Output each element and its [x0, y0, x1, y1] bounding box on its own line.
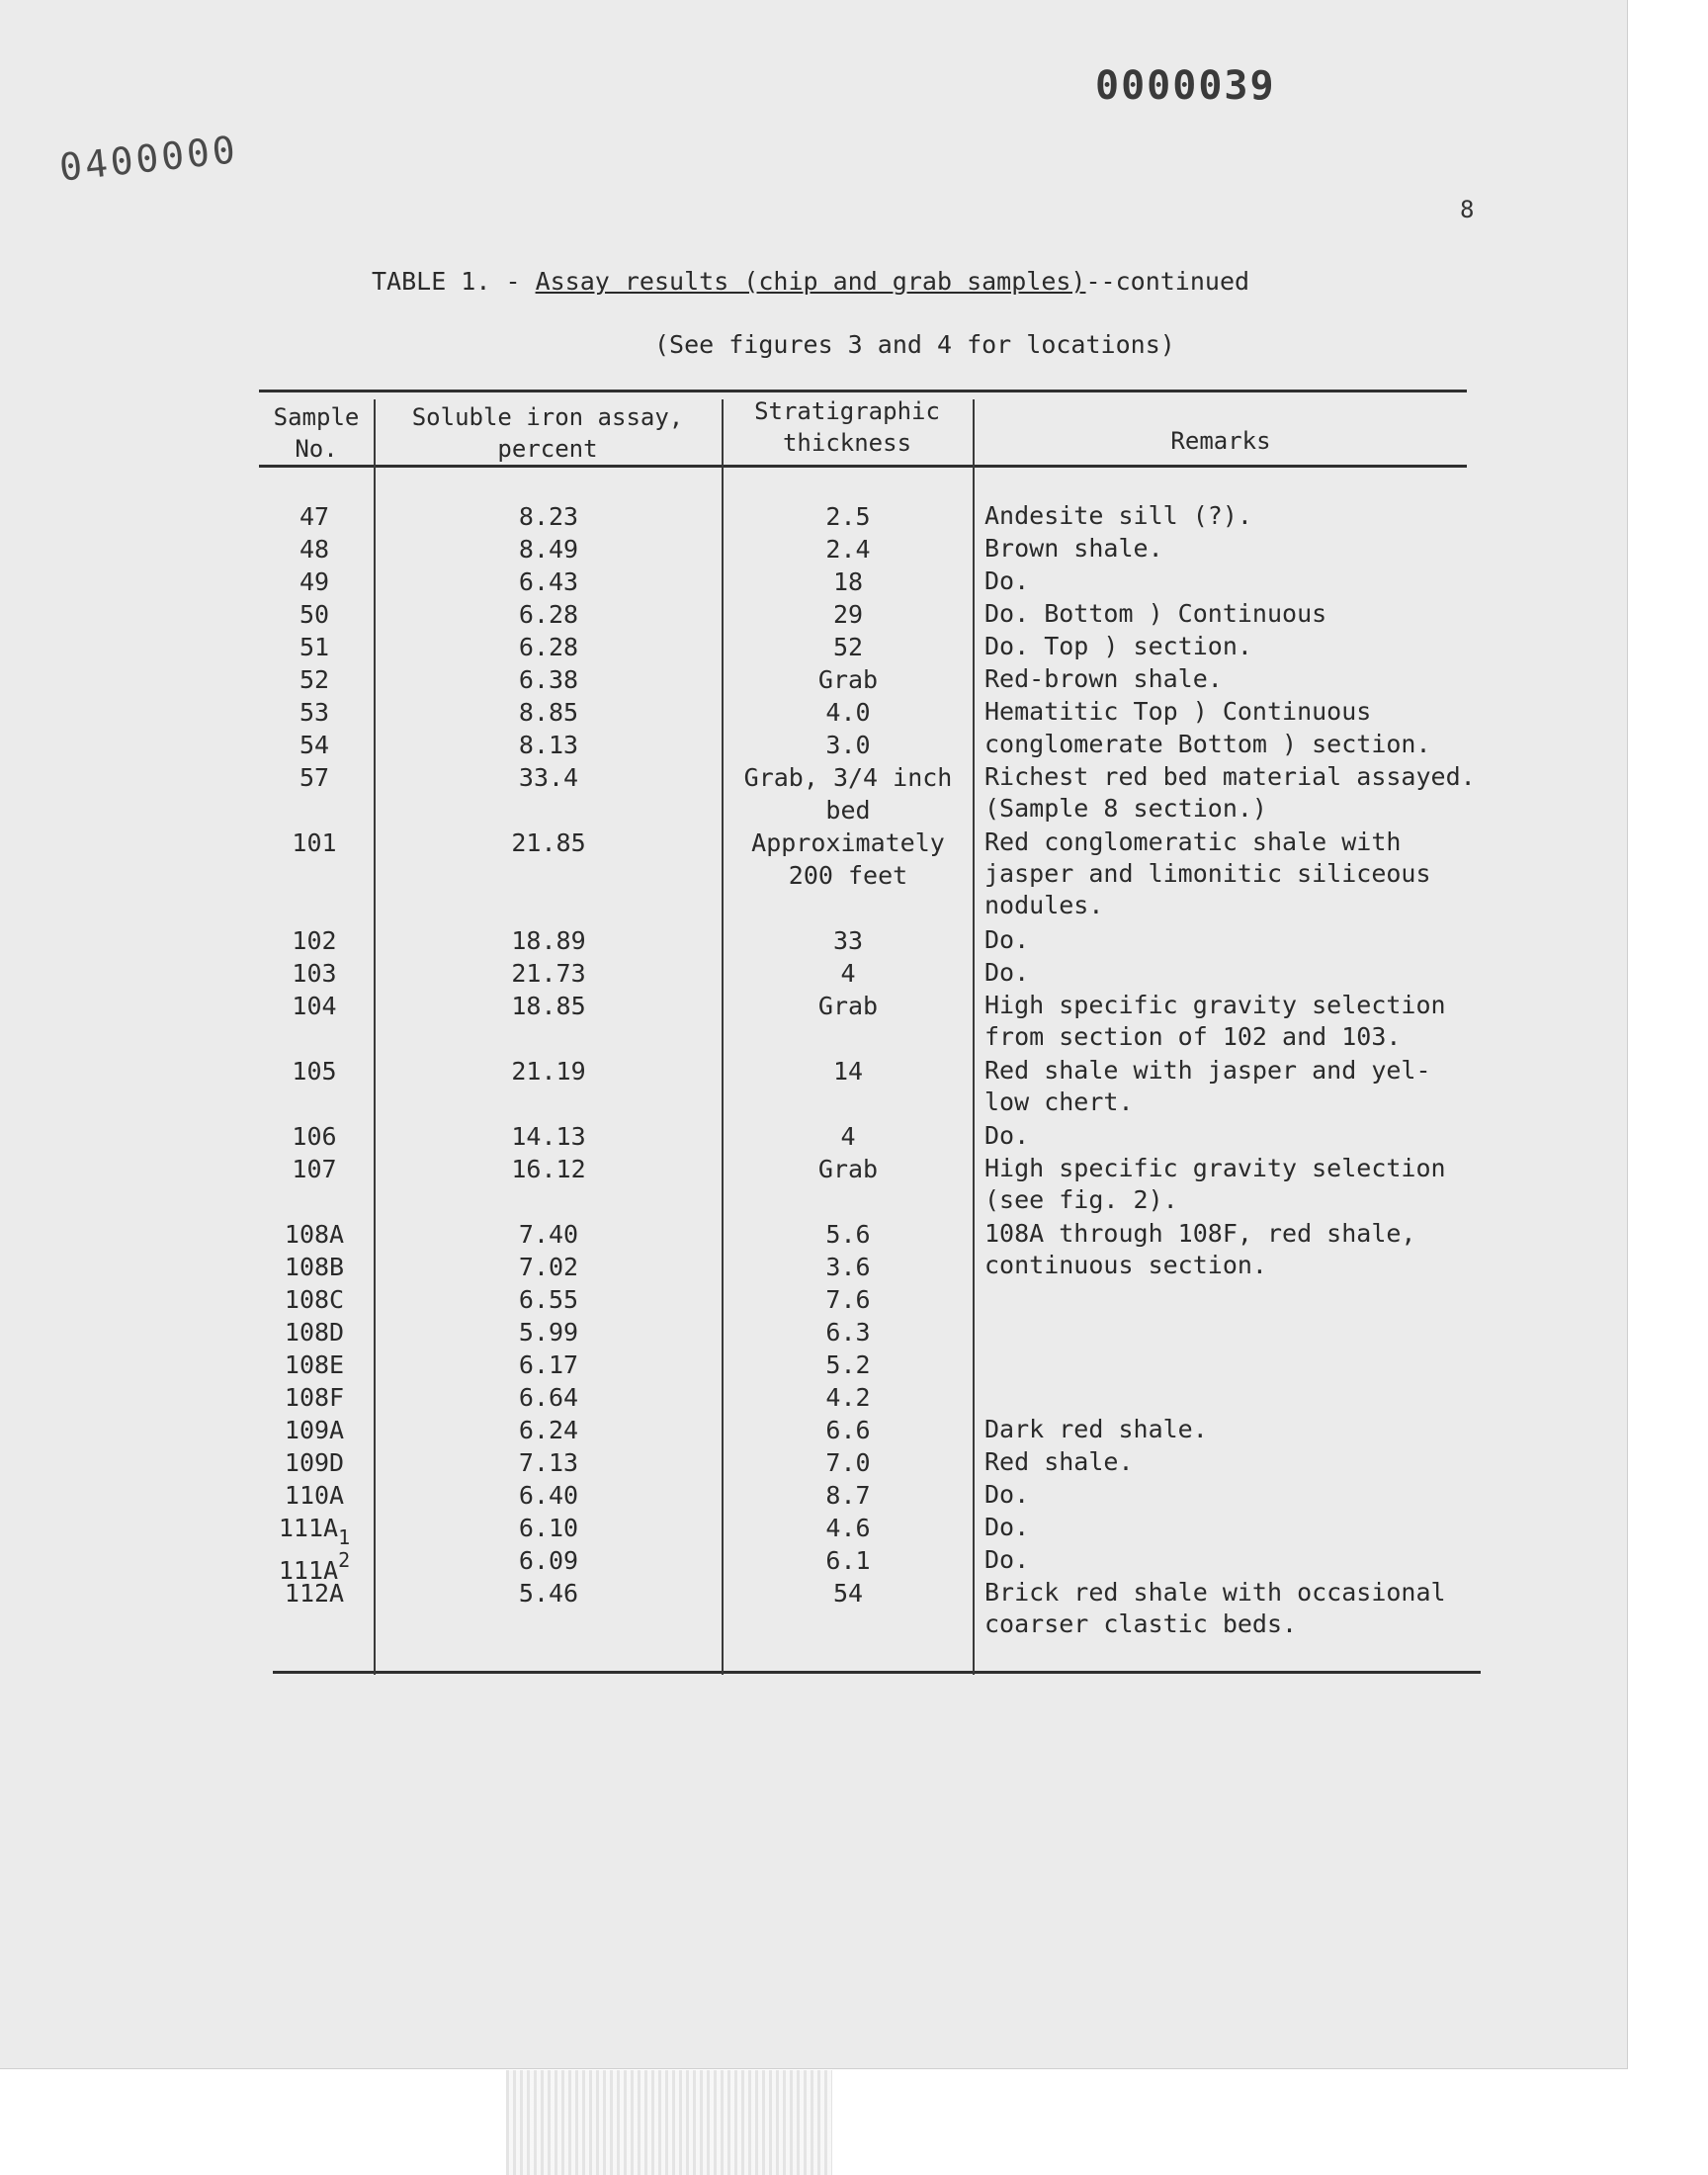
remarks-cell: Brown shale. [984, 534, 1163, 563]
column-divider [722, 399, 724, 1675]
table-subtitle: (See figures 3 and 4 for locations) [654, 330, 1175, 359]
thickness-cell: 2.5 [825, 502, 871, 531]
sample-number-cell: 53 [299, 698, 330, 727]
remarks-cell: Do. [984, 1545, 1030, 1574]
thickness-cell: Grab [817, 992, 879, 1020]
header-bottom-rule [259, 465, 1467, 468]
assay-cell: 6.10 [518, 1514, 579, 1542]
header-strat-line1: Stratigraphic [754, 397, 940, 425]
remarks-cell: Do. [984, 566, 1030, 595]
title-suffix: --continued [1085, 267, 1250, 296]
sample-number-cell: 107 [292, 1155, 337, 1183]
remarks-cell: High specific gravity selection (see fig. 2). [984, 1154, 1446, 1214]
thickness-cell: 52 [832, 633, 864, 661]
page-number: 8 [1460, 196, 1475, 223]
sample-number-cell: 49 [299, 567, 330, 596]
title-prefix: TABLE 1. - [372, 267, 536, 296]
remarks-cell: Red shale with jasper and yel- low chert. [984, 1056, 1431, 1116]
sample-subscript: 1 [338, 1525, 351, 1549]
thickness-cell: 6.3 [825, 1318, 871, 1347]
sample-number-cell: 108E [284, 1350, 345, 1379]
thickness-cell: 4.2 [825, 1383, 871, 1412]
header-sample-line1: Sample [273, 403, 360, 431]
thickness-cell: 29 [832, 600, 864, 629]
thickness-cell: 3.0 [825, 731, 871, 759]
thickness-cell: 4.0 [825, 698, 871, 727]
assay-cell: 6.24 [518, 1416, 579, 1444]
sample-number-cell: 47 [299, 502, 330, 531]
remarks-cell: Dark red shale. [984, 1415, 1208, 1443]
remarks-cell: Red-brown shale. [984, 664, 1223, 693]
sample-number-cell: 104 [292, 992, 337, 1020]
assay-cell: 16.12 [511, 1155, 586, 1183]
sample-number-cell: 109D [284, 1448, 345, 1477]
assay-cell: 8.85 [518, 698, 579, 727]
remarks-cell: Hematitic Top ) Continuous [984, 697, 1372, 726]
assay-cell: 18.85 [511, 992, 586, 1020]
assay-cell: 21.85 [511, 828, 586, 857]
thickness-cell: 6.6 [825, 1416, 871, 1444]
header-assay-line1: Soluble iron assay, [411, 403, 684, 431]
assay-cell: 8.49 [518, 535, 579, 564]
remarks-cell: Red conglomeratic shale with jasper and limonitic siliceous nodules. [984, 827, 1431, 919]
assay-cell: 6.43 [518, 567, 579, 596]
sample-number-cell: 108C [284, 1285, 345, 1314]
remarks-cell: conglomerate Bottom ) section. [984, 730, 1431, 758]
document-id-stamp: 0000039 [1095, 63, 1276, 109]
sample-number-cell: 112A [284, 1579, 345, 1608]
sample-number-cell: 52 [299, 665, 330, 694]
thickness-cell: 4.6 [825, 1514, 871, 1542]
assay-cell: 6.40 [518, 1481, 579, 1510]
assay-cell: 18.89 [511, 926, 586, 955]
thickness-cell: 3.6 [825, 1253, 871, 1281]
assay-cell: 6.09 [518, 1546, 579, 1575]
remarks-cell: Richest red bed material assayed. (Sample 8 section.) [984, 762, 1476, 823]
sample-number-cell: 110A [284, 1481, 345, 1510]
remarks-cell: Do. Top ) section. [984, 632, 1252, 660]
scan-artifact [506, 2070, 832, 2175]
assay-cell: 21.19 [511, 1057, 586, 1086]
assay-cell: 6.28 [518, 600, 579, 629]
thickness-cell: Grab [817, 665, 879, 694]
thickness-cell: 4 [840, 1122, 856, 1151]
thickness-cell: 54 [832, 1579, 864, 1608]
header-sample [259, 401, 374, 465]
thickness-cell: 7.0 [825, 1448, 871, 1477]
remarks-cell: Brick red shale with occasional coarser clastic beds. [984, 1578, 1446, 1638]
thickness-cell: Grab [817, 1155, 879, 1183]
assay-cell: 33.4 [518, 763, 579, 792]
sample-number-cell: 57 [299, 763, 330, 792]
table-bottom-rule [273, 1671, 1481, 1674]
remarks-cell: Do. Bottom ) Continuous [984, 599, 1327, 628]
assay-cell: 6.28 [518, 633, 579, 661]
thickness-cell: 6.1 [825, 1546, 871, 1575]
assay-cell: 5.99 [518, 1318, 579, 1347]
column-divider [973, 399, 975, 1675]
remarks-cell: Red shale. [984, 1447, 1134, 1476]
thickness-cell: 5.2 [825, 1350, 871, 1379]
sample-number-cell: $111A_1$ [278, 1514, 351, 1549]
remarks-cell: Andesite sill (?). [984, 501, 1252, 530]
table-top-rule [259, 390, 1467, 392]
thickness-cell: 2.4 [825, 535, 871, 564]
header-assay [376, 401, 720, 465]
thickness-cell: 8.7 [825, 1481, 871, 1510]
header-sample-line2: No. [295, 435, 338, 463]
thickness-cell: 5.6 [825, 1220, 871, 1249]
sample-number-cell: 51 [299, 633, 330, 661]
remarks-cell: Do. [984, 925, 1030, 954]
sample-number-cell: 108D [284, 1318, 345, 1347]
sample-number-cell: 105 [292, 1057, 337, 1086]
thickness-cell: 7.6 [825, 1285, 871, 1314]
assay-cell: 6.38 [518, 665, 579, 694]
sample-number-cell: 102 [292, 926, 337, 955]
left-number-stamp: 0400000 [57, 128, 240, 190]
header-assay-line2: percent [497, 435, 598, 463]
sample-number-cell: 103 [292, 959, 337, 988]
remarks-cell: Do. [984, 1121, 1030, 1150]
assay-cell: 21.73 [511, 959, 586, 988]
assay-cell: 7.02 [518, 1253, 579, 1281]
remarks-cell: 108A through 108F, red shale, continuous section. [984, 1219, 1416, 1279]
header-strat-line2: thickness [782, 429, 912, 457]
sample-number-cell: 108A [284, 1220, 345, 1249]
assay-cell: 8.13 [518, 731, 579, 759]
thickness-cell: 18 [832, 567, 864, 596]
thickness-cell: 33 [832, 926, 864, 955]
sample-number-cell: 50 [299, 600, 330, 629]
table-title [372, 267, 1249, 296]
assay-cell: 5.46 [518, 1579, 579, 1608]
assay-cell: 14.13 [511, 1122, 586, 1151]
assay-cell: 8.23 [518, 502, 579, 531]
remarks-cell: Do. [984, 958, 1030, 987]
sample-number-cell: 106 [292, 1122, 337, 1151]
thickness-cell: Grab, 3/4 inch bed [743, 763, 953, 825]
header-strat [724, 395, 971, 459]
sample-number-cell: 108F [284, 1383, 345, 1412]
remarks-cell: Do. [984, 1480, 1030, 1509]
assay-cell: 6.17 [518, 1350, 579, 1379]
assay-cell: 7.40 [518, 1220, 579, 1249]
sample-number-cell: 101 [292, 828, 337, 857]
sample-number-cell: 108B [284, 1253, 345, 1281]
thickness-cell: Approximately 200 feet [751, 828, 945, 890]
sample-number-cell: 109A [284, 1416, 345, 1444]
sample-number-cell: $111A^2$ [278, 1548, 351, 1585]
header-remarks: Remarks [1170, 427, 1271, 455]
assay-cell: 7.13 [518, 1448, 579, 1477]
remarks-cell: High specific gravity selection from section of 102 and 103. [984, 991, 1446, 1051]
remarks-cell: Do. [984, 1513, 1030, 1541]
title-underlined: Assay results (chip and grab samples) [535, 267, 1086, 296]
column-divider [374, 399, 376, 1675]
sample-number-cell: 54 [299, 731, 330, 759]
sample-number-cell: 48 [299, 535, 330, 564]
sample-superscript: 2 [338, 1548, 351, 1572]
assay-cell: 6.55 [518, 1285, 579, 1314]
thickness-cell: 14 [832, 1057, 864, 1086]
assay-cell: 6.64 [518, 1383, 579, 1412]
thickness-cell: 4 [840, 959, 856, 988]
